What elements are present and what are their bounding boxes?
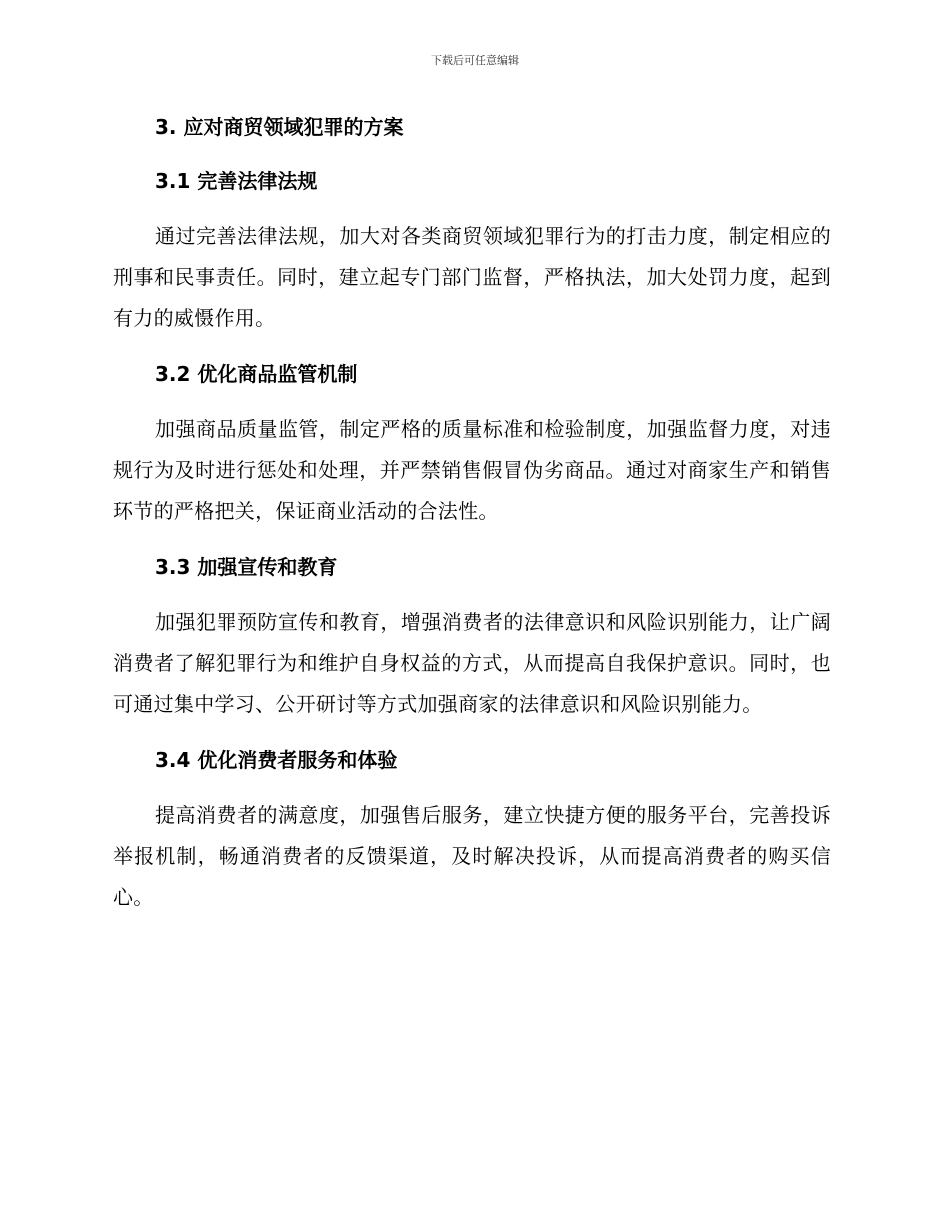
section-paragraph: 加强犯罪预防宣传和教育，增强消费者的法律意识和风险识别能力，让广阔消费者了解犯罪行为和维护自身权益的方式，从而提高自我保护意识。同时，也可通过集中学习、公开研讨等方式加强商家的法律意识和风险识别能力。 xyxy=(113,610,831,716)
section-heading: 3.4 优化消费者服务和体验 xyxy=(155,748,398,772)
section-heading: 3.1 完善法律法规 xyxy=(155,169,318,193)
section-paragraph: 加强商品质量监管，制定严格的质量标准和检验制度，加强监督力度，对违规行为及时进行惩处和处理，并严禁销售假冒伪劣商品。通过对商家生产和销售环节的严格把关，保证商业活动的合法性。 xyxy=(113,417,831,523)
section-heading: 3.2 优化商品监管机制 xyxy=(155,362,358,386)
section-paragraph: 通过完善法律法规，加大对各类商贸领域犯罪行为的打击力度，制定相应的刑事和民事责任。同时，建立起专门部门监督，严格执法，加大处罚力度，起到有力的威慑作用。 xyxy=(113,224,831,330)
header-note: 下载后可任意编辑 xyxy=(431,54,519,67)
main-heading: 3. 应对商贸领域犯罪的方案 xyxy=(155,115,404,139)
section-paragraph: 提高消费者的满意度，加强售后服务，建立快捷方便的服务平台，完善投诉举报机制，畅通消费者的反馈渠道，及时解决投诉，从而提高消费者的购买信心。 xyxy=(113,803,831,909)
document-body xyxy=(113,112,831,938)
section-heading: 3.3 加强宣传和教育 xyxy=(155,555,338,579)
